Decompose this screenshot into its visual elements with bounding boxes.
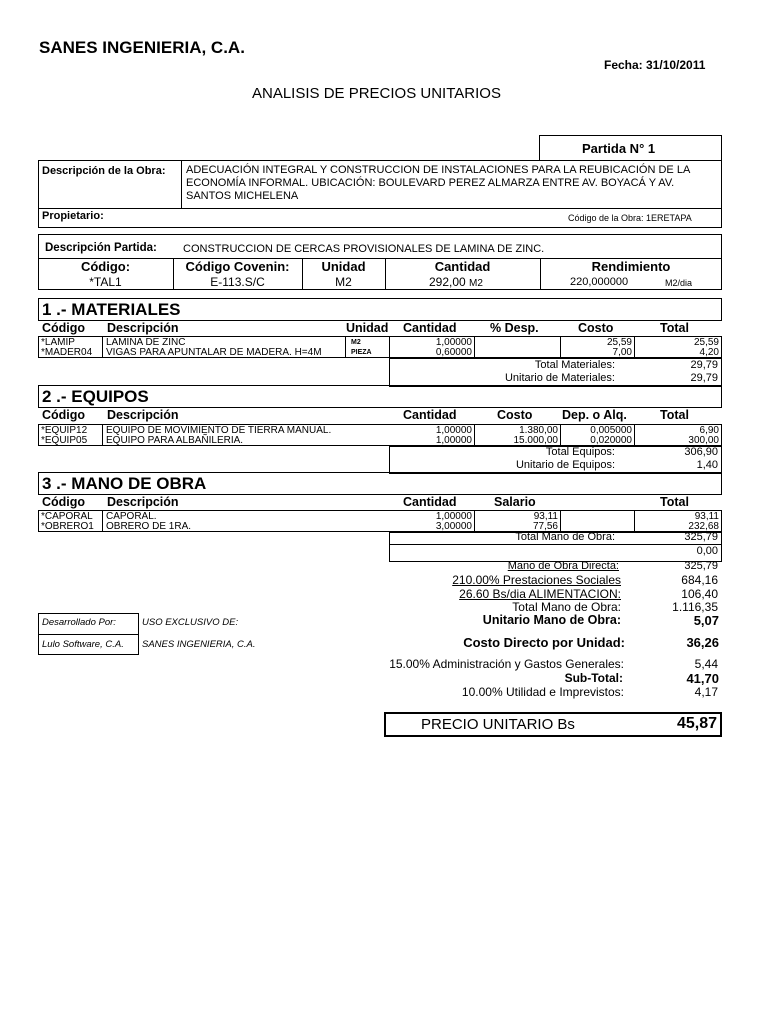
propietario-label: Propietario: [42,210,104,222]
mo-total-value: 325,79 [684,531,718,543]
mo-unit-value: 5,07 [693,613,719,628]
admin-label: 15.00% Administración y Gastos Generales: [389,657,624,671]
mat-r2-codigo: *MADER04 [41,347,93,358]
mat-h-desc: Descripción [107,321,179,335]
materiales-title: 1 .- MATERIALES [42,300,181,319]
mo-total-label: Total Mano de Obra: [515,531,615,543]
mo-r2-total: 232,68 [688,521,719,532]
equipos-title-box [38,385,722,408]
admin-value: 5,44 [694,657,718,671]
hdr-rendimiento: Rendimiento [591,259,671,274]
mat-h-total: Total [660,321,689,335]
materiales-title-box [38,298,722,321]
precio-unitario-value: 45,87 [676,715,717,732]
obra-description: ADECUACIÓN INTEGRAL Y CONSTRUCCION DE INSTALACIONES PARA LA REUBICACIÓN DE LA ECONOMÍA INFORMAL. UBICACIÓN: BOULEVARD PEREZ ALMARZA ENTRE AV. BOYACÁ Y AV. SANTOS MICHELENA [186,164,691,202]
mo-r2-codigo: *OBRERO1 [41,521,94,532]
mat-h-cantidad: Cantidad [403,321,457,335]
eq-h-desc: Descripción [107,408,179,422]
partida-desc-label: Descripción Partida: [45,242,157,254]
mo-r2-salario: 77,56 [532,521,558,532]
page-title: ANALISIS DE PRECIOS UNITARIOS [252,85,501,102]
eq-total-label: Total Equipos: [545,446,615,458]
mat-h-desp: % Desp. [490,321,539,335]
fecha: Fecha: 31/10/2011 [604,58,706,72]
mat-r2-total: 4,20 [699,347,719,358]
subtotal-value: 41,70 [686,671,719,686]
hdr-cantidad: Cantidad [434,259,491,274]
partida-desc: CONSTRUCCION DE CERCAS PROVISIONALES DE LAMINA DE ZINC. [183,243,545,255]
mo-h-salario: Salario [494,495,536,509]
eq-r1-codigo: *EQUIP12 [41,425,88,436]
eq-r2-desc: EQUIPO PARA ALBAÑILERIA. [106,435,244,446]
eq-r2-total: 300,00 [688,435,719,446]
mo-r1-cantidad: 1,00000 [435,511,472,522]
mo-directa-value: 325,79 [684,560,718,572]
mat-h-costo: Costo [578,321,614,335]
precio-unitario-box [384,712,722,737]
mat-total-label: Total Materiales: [534,359,615,371]
mat-r1-costo: 25,59 [606,337,632,348]
obra-desc-label: Descripción de la Obra: [42,165,166,177]
mo-prest-label: 210.00% Prestaciones Sociales [452,573,621,587]
codigo-obra: Código de la Obra: 1ERETAPA [568,213,692,223]
val-rendimiento-unit: M2/dia [665,278,693,288]
mat-unit-value: 29,79 [690,372,718,384]
mo-total2-value: 1.116,35 [672,600,718,614]
val-rendimiento: 220,000000 [570,276,629,288]
mo-r2-desc: OBRERO DE 1RA. [106,521,192,532]
hdr-codigo: Código: [80,259,131,274]
costo-directo-label: Costo Directo por Unidad: [463,635,625,650]
mat-r1-unidad: M2 [351,339,361,346]
eq-h-costo: Costo [497,408,533,422]
mo-prest-value: 684,16 [681,573,718,587]
val-unidad: M2 [335,275,352,289]
eq-r1-total: 6,90 [699,425,719,436]
mat-r1-cantidad: 1,00000 [435,337,472,348]
mat-unit-label: Unitario de Materiales: [504,372,615,384]
costo-directo-value: 36,26 [686,635,719,650]
uso-label: USO EXCLUSIVO DE: [142,617,239,628]
hdr-covenin: Código Covenin: [185,259,290,274]
eq-h-total: Total [660,408,689,422]
mano-title: 3 .- MANO DE OBRA [42,474,207,493]
mano-title-box [38,472,722,495]
val-codigo: *TAL1 [89,275,122,289]
precio-unitario-label: PRECIO UNITARIO Bs [421,716,575,733]
eq-unit-label: Unitario de Equipos: [515,459,615,471]
mo-h-cantidad: Cantidad [403,495,457,509]
mo-alim-value: 106,40 [681,587,718,601]
subtotal-label: Sub-Total: [564,671,623,685]
val-covenin: E-113.S/C [210,275,265,289]
uso-name: SANES INGENIERIA, C.A. [142,639,256,650]
eq-r1-dep: 0,005000 [590,425,632,436]
partida-number: Partida N° 1 [582,141,656,156]
mat-r2-costo: 7,00 [612,347,632,358]
mat-r1-total: 25,59 [693,337,719,348]
mat-r2-cantidad: 0,60000 [435,347,472,358]
eq-unit-value: 1,40 [696,459,718,471]
company-name: SANES INGENIERIA, C.A. [39,38,245,57]
mo-alim-label: 26.60 Bs/dia ALIMENTACION: [459,587,621,601]
mo-h-codigo: Código [42,495,86,509]
mo-h-total: Total [660,495,689,509]
eq-r2-dep: 0,020000 [590,435,632,446]
mo-r2-cantidad: 3,00000 [435,521,472,532]
eq-r1-desc: EQUIPO DE MOVIMIENTO DE TIERRA MANUAL. [106,425,332,436]
hdr-unidad: Unidad [321,259,366,274]
mo-h-desc: Descripción [107,495,179,509]
mat-r1-desc: LAMINA DE ZINC [106,337,186,348]
eq-r2-costo: 15.000,00 [513,435,558,446]
dev-label: Desarrollado Por: [42,617,116,628]
mat-total-value: 29,79 [690,359,718,371]
eq-h-cantidad: Cantidad [403,408,457,422]
eq-h-dep: Dep. o Alq. [562,408,627,422]
partida-box [539,135,722,161]
utilidad-value: 4,17 [694,685,718,699]
mat-h-unidad: Unidad [346,321,389,335]
mo-extra-value: 0,00 [696,545,718,557]
val-cantidad: 292,00 M2 [429,275,483,289]
mo-total2-label: Total Mano de Obra: [512,600,621,614]
eq-r1-costo: 1.380,00 [519,425,558,436]
mat-r2-unidad: PIEZA [351,349,372,356]
mat-r2-desc: VIGAS PARA APUNTALAR DE MADERA. H=4M [106,347,322,358]
eq-h-codigo: Código [42,408,86,422]
utilidad-label: 10.00% Utilidad e Imprevistos: [461,685,624,699]
mo-r1-codigo: *CAPORAL [41,511,93,522]
mat-h-codigo: Código [42,321,86,335]
eq-r2-cantidad: 1,00000 [435,435,472,446]
mo-unit-label: Unitario Mano de Obra: [482,613,621,627]
mat-r1-codigo: *LAMIP [41,337,75,348]
eq-r2-codigo: *EQUIP05 [41,435,88,446]
eq-total-value: 306,90 [684,446,718,458]
mo-directa-label: Mano de Obra Directa: [507,560,619,572]
eq-r1-cantidad: 1,00000 [435,425,472,436]
mo-r1-desc: CAPORAL. [106,511,157,522]
equipos-title: 2 .- EQUIPOS [42,387,149,406]
dev-name: Lulo Software, C.A. [42,639,124,650]
mo-r1-salario: 93,11 [533,511,558,522]
mo-r1-total: 93,11 [694,511,719,522]
